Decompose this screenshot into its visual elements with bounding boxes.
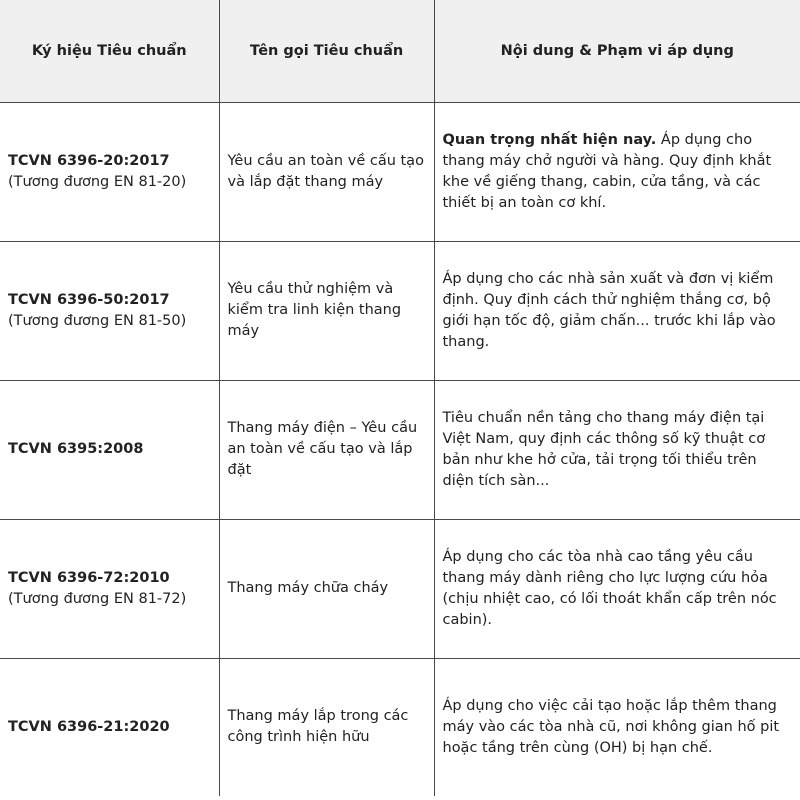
standard-code: TCVN 6396-21:2020 [8,718,170,735]
cell-code [0,519,219,658]
content-text: Áp dụng cho các tòa nhà cao tầng yêu cầu thang máy dành riêng cho lực lượng cứu hỏa (chịu nhiệt cao, có lối thoát khẩn cấp trên nóc cabin). [442,548,777,628]
cell-name: Yêu cầu an toàn về cấu tạo và lắp đặt thang máy [219,102,434,241]
content-text: Tiêu chuẩn nền tảng cho thang máy điện tại Việt Nam, quy định các thông số kỹ thuật cơ bản như khe hở cửa, tải trọng tối thiểu trên diện tích sàn... [442,409,766,489]
table-body [0,102,800,796]
cell-name: Thang máy điện – Yêu cầu an toàn về cấu tạo và lắp đặt [219,380,434,519]
cell-code [0,241,219,380]
cell-code [0,380,219,519]
table-row [0,658,800,796]
cell-content [434,102,800,241]
table-header [0,0,800,102]
cell-content [434,380,800,519]
cell-name: Thang máy chữa cháy [219,519,434,658]
header-code: Ký hiệu Tiêu chuẩn [0,0,219,102]
standard-code: TCVN 6396-72:2010 [8,569,170,586]
standard-code: TCVN 6396-20:2017 [8,152,170,169]
cell-content [434,519,800,658]
cell-code [0,102,219,241]
header-row [0,0,800,102]
cell-name: Yêu cầu thử nghiệm và kiểm tra linh kiện thang máy [219,241,434,380]
table-row [0,241,800,380]
header-content: Nội dung & Phạm vi áp dụng [434,0,800,102]
table-row [0,380,800,519]
cell-content [434,658,800,796]
standard-equivalent: (Tương đương EN 81-72) [8,590,187,607]
table-row [0,102,800,241]
header-name: Tên gọi Tiêu chuẩn [219,0,434,102]
content-text: Áp dụng cho các nhà sản xuất và đơn vị kiểm định. Quy định cách thử nghiệm thắng cơ, bộ giới hạn tốc độ, giảm chấn... trước khi lắp vào thang. [442,270,776,350]
standard-code: TCVN 6396-50:2017 [8,291,170,308]
cell-content [434,241,800,380]
content-text: Áp dụng cho thang máy chở người và hàng. Quy định khắt khe về giếng thang, cabin, cửa tầng, và các thiết bị an toàn cơ khí. [442,131,772,211]
standard-code: TCVN 6395:2008 [8,441,144,457]
content-highlight: Quan trọng nhất hiện nay. [442,131,657,148]
content-text: Áp dụng cho việc cải tạo hoặc lắp thêm thang máy vào các tòa nhà cũ, nơi không gian hố pit hoặc tầng trên cùng (OH) bị hạn chế. [442,697,780,756]
standard-equivalent: (Tương đương EN 81-50) [8,312,187,329]
cell-code [0,658,219,796]
cell-name: Thang máy lắp trong các công trình hiện hữu [219,658,434,796]
table-row [0,519,800,658]
standard-equivalent: (Tương đương EN 81-20) [8,173,187,190]
